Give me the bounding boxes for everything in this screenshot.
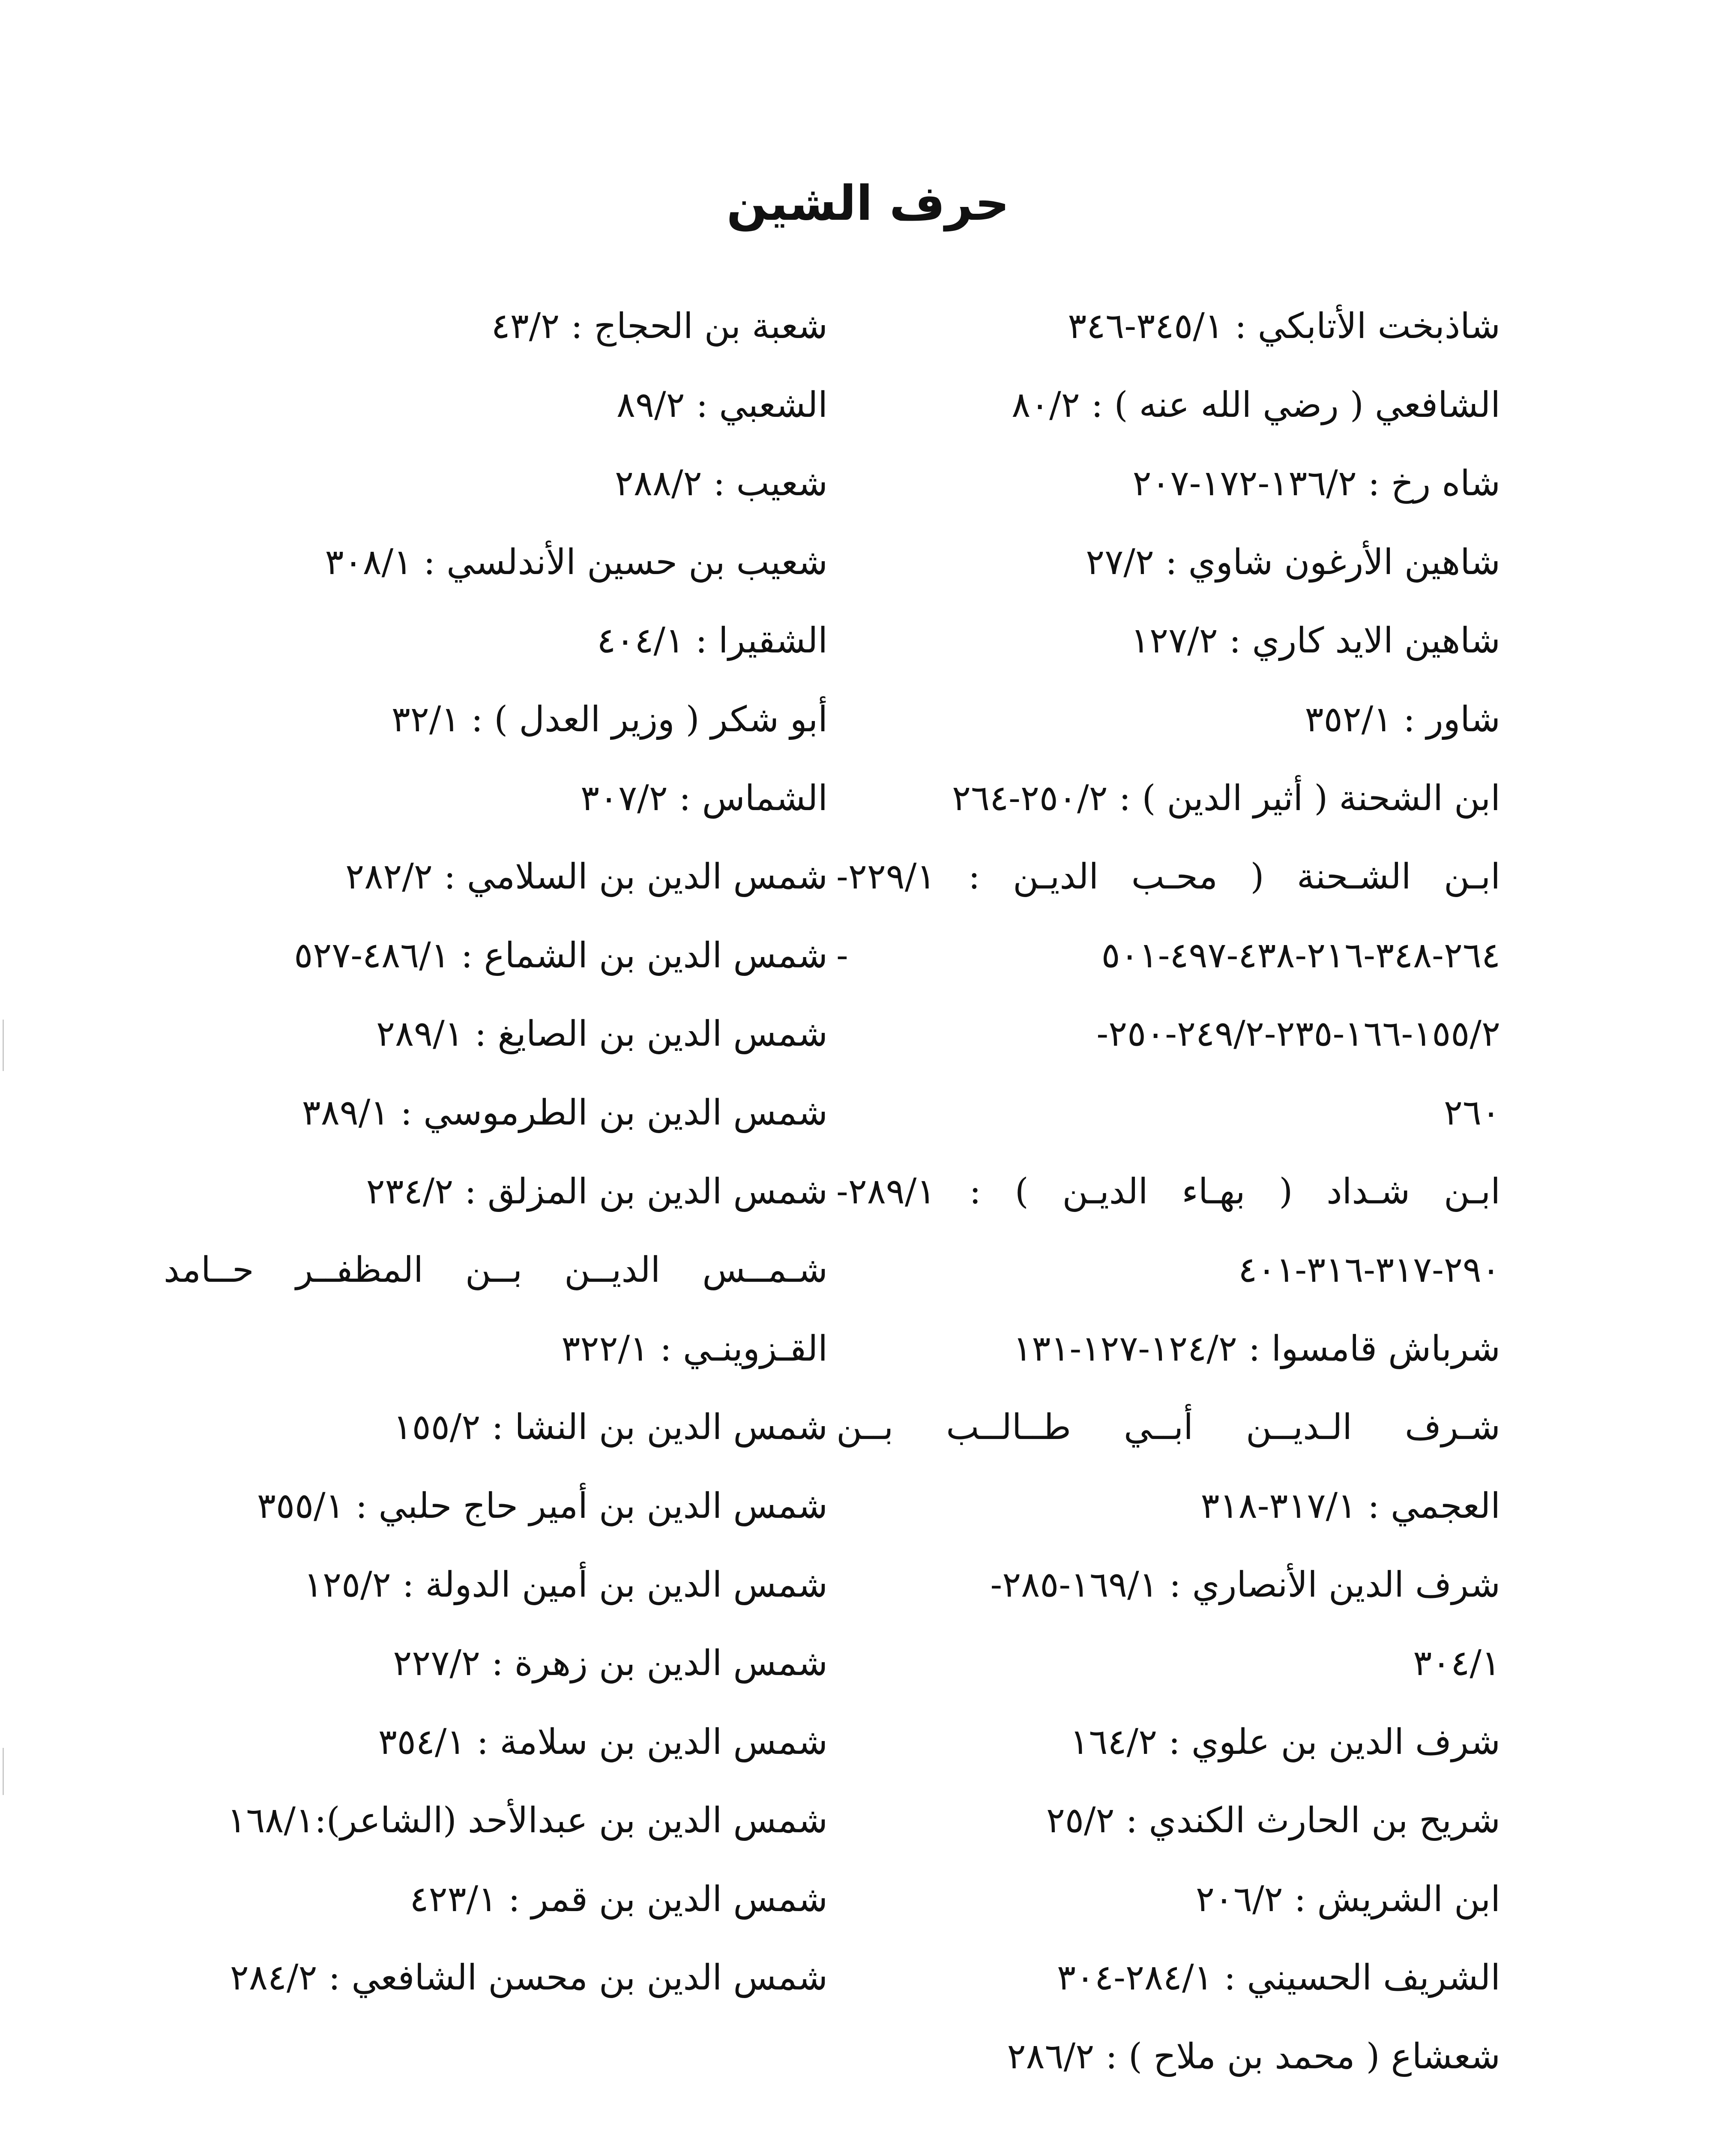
index-entry: شمس الدين بن عبدالأحد (الشاعر):١٦٨/١ [227,1800,828,1841]
index-entry: أبو شكر ( وزير العدل ) : ٣٢/١ [391,699,828,740]
index-entry-continuation: العجمي : ٣١٧/١-٣١٨ [1200,1485,1500,1526]
scan-edge-mark-top [3,1020,4,1071]
index-entry-continuation: ٢٦٤-٣٤٨-٢١٦-٤٣٨-٤٩٧-٥٠١ - [836,935,1500,976]
index-column-left [164,287,828,2017]
page-title: حرف الشين [726,176,1010,232]
index-entry: ابن الشحنة ( أثير الدين ) : ٢٥٠/٢-٢٦٤ [952,778,1500,819]
index-entry: شمس الدين بن الصايغ : ٢٨٩/١ [376,1014,828,1055]
index-entry: شرف الدين بن علوي : ١٦٤/٢ [1070,1721,1500,1762]
index-entry: شاهين الأرغون شاوي : ٢٧/٢ [1086,541,1500,583]
index-entry: الشماس : ٣٠٧/٢ [581,778,828,819]
index-entry: شمس الدين بن السلامي : ٢٨٢/٢ [345,856,828,897]
index-entry: شمس الدين بن أمير حاج حلبي : ٣٥٥/١ [257,1485,828,1526]
index-entry: شعيب : ٢٨٨/٢ [614,463,828,504]
index-entry: شاذبخت الأتابكي : ٣٤٥/١-٣٤٦ [1068,306,1500,347]
index-entry: شمس الدين بن أمين الدولة : ١٢٥/٢ [303,1564,828,1605]
index-entry-continuation: القـزوينـي : ٣٢٢/١ [561,1328,828,1369]
index-entry: شمس الدين بن قمر : ٤٢٣/١ [410,1879,828,1920]
index-entry: شرباش قامسوا : ١٢٤/٢-١٢٧-١٣١ [1013,1328,1500,1369]
index-entry: شاه رخ : ١٣٦/٢-١٧٢-٢٠٧ [1132,463,1500,504]
index-entry-continuation: ٣٠٤/١ [1413,1643,1500,1684]
index-entry: شـمــس الديــن بــن المظفــر حــامد [164,1250,828,1291]
index-entry: شمس الدين بن سلامة : ٣٥٤/١ [378,1721,828,1762]
index-entry: ابن الشريش : ٢٠٦/٢ [1195,1879,1500,1920]
index-entry: شمس الدين بن الشماع : ٤٨٦/١-٥٢٧ [294,935,828,976]
index-entry: شمس الدين بن المزلق : ٢٣٤/٢ [366,1171,828,1212]
index-entry-continuation: ١٥٥/٢-١٦٦-٢٣٥-٢٤٩/٢-٢٥٠- [1096,1014,1500,1055]
index-entry: شاهين الايد كاري : ١٢٧/٢ [1130,620,1500,661]
index-entry: شعبة بن الحجاج : ٤٣/٢ [491,306,828,347]
index-entry: ابـن الشـحنة ( محـب الديـن : ٢٢٩/١- [836,856,1500,897]
index-entry: شـرف الـديــن أبــي طــالــب بــن [836,1407,1500,1448]
index-entry: الشقيرا : ٤٠٤/١ [597,620,828,661]
index-entry: الشافعي ( رضي الله عنه ) : ٨٠/٢ [1012,384,1500,425]
index-entry: شاور : ٣٥٢/١ [1305,699,1500,740]
index-entry: الشريف الحسيني : ٢٨٤/١-٣٠٤ [1057,1957,1500,1998]
index-entry: شعشاع ( محمد بن ملاح ) : ٢٨٦/٢ [1007,2036,1500,2077]
index-entry: شمس الدين بن النشا : ١٥٥/٢ [393,1407,828,1448]
index-column-right [836,287,1500,2096]
index-entry: شريح بن الحارث الكندي : ٢٥/٢ [1046,1800,1500,1841]
index-entry-continuation: ٢٩٠-٣١٧-٣١٦-٤٠١ [1238,1250,1500,1291]
index-entry: ابـن شـداد ( بهـاء الديـن ) : ٢٨٩/١- [836,1171,1500,1212]
index-entry: شمس الدين بن محسن الشافعي : ٢٨٤/٢ [230,1957,828,1998]
scan-edge-mark-bottom [3,1748,4,1795]
index-entry: شمس الدين بن الطرموسي : ٣٨٩/١ [302,1092,828,1133]
index-entry: شمس الدين بن زهرة : ٢٢٧/٢ [393,1643,828,1684]
index-entry: شرف الدين الأنصاري : ١٦٩/١-٢٨٥- [990,1564,1500,1605]
index-entry: الشعبي : ٨٩/٢ [616,384,828,425]
index-entry: شعيب بن حسين الأندلسي : ٣٠٨/١ [325,541,828,583]
index-entry-continuation: ٢٦٠ [1443,1092,1500,1133]
